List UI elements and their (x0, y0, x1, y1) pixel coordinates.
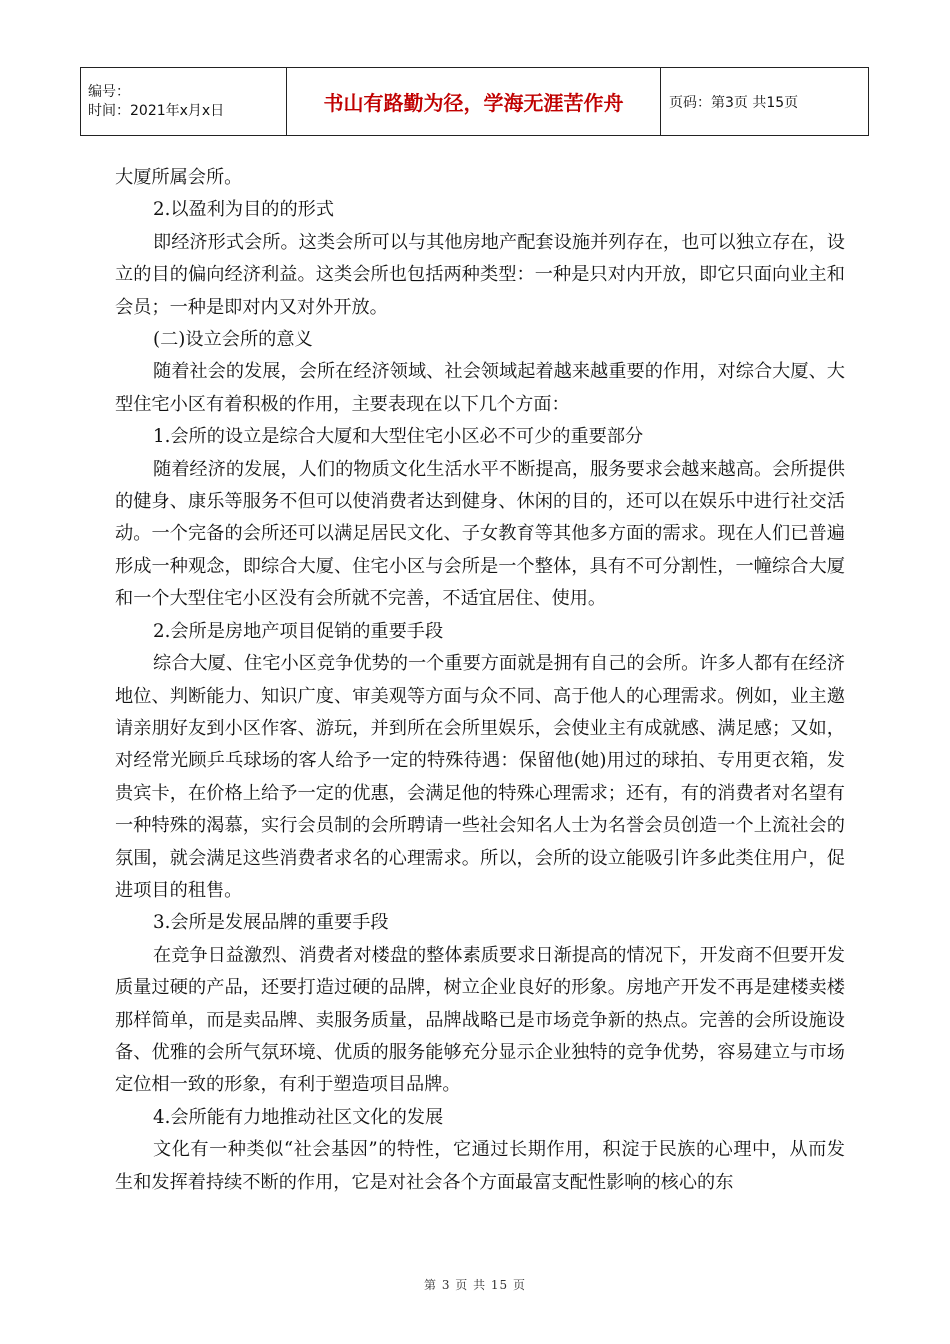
document-time-label: 时间：2021年x月x日 (88, 102, 225, 119)
section-heading: 1.会所的设立是综合大厦和大型住宅小区必不可少的重要部分 (153, 426, 644, 448)
paragraph-continuation: 大厦所属会所。 (115, 167, 243, 188)
paragraph: 即经济形式会所。这类会所可以与其他房地产配套设施并列存在，也可以独立存在，设 立的目的偏向经济利益。这类会所也包括两种类型：一种是只对内开放，即它只面向业主和会员；一种是即对内又对外开放。 (115, 231, 845, 318)
paragraph: 综合大厦、住宅小区竞争优势的一个重要方面就是拥有自己的会所。许多人都有在经济 地位、判断能力、知识广度、审美观等方面与众不同、高于他人的心理需求。例如，业主邀请亲朋好友到小区作客、游玩，并到所在会所里娱乐，会使业主有成就感、满足感；又如， 对经常光顾乒乓球场的客人给予一定的特殊待遇：保留他(她)用过的球拍、专用更衣箱，发 贵宾卡，在价格上给予一定的优惠，会满足他的特殊心理需求；还有，有的消费者对名望有 一种特殊的渴慕，实行会员制的会所聘请一些社会知名人士为名誉会员创造一个上流社会的氛围，就会满足这些消费者求名的心理需求。所以，会所的设立能吸引许多此类住用户，促 进项目的租售。 (115, 653, 845, 901)
header-page-info: 页码：第3页 共15页 (661, 68, 869, 136)
document-body (115, 162, 845, 1199)
section-heading: 2.会所是房地产项目促销的重要手段 (153, 620, 444, 642)
section-heading: (二)设立会所的意义 (153, 329, 313, 351)
paragraph: 随着社会的发展，会所在经济领域、社会领域起着越来越重要的作用，对综合大厦、大 型住宅小区有着积极的作用，主要表现在以下几个方面： (115, 361, 845, 415)
paragraph: 文化有一种类似“社会基因”的特性，它通过长期作用，积淀于民族的心理中，从而发 生和发挥着持续不断的作用，它是对社会各个方面最富支配性影响的核心的东 (115, 1139, 845, 1193)
section-heading: 4.会所能有力地推动社区文化的发展 (153, 1106, 444, 1128)
document-header (80, 67, 869, 136)
header-motto: 书山有路勤为径，学海无涯苦作舟 (287, 68, 661, 136)
paragraph: 随着经济的发展，人们的物质文化生活水平不断提高，服务要求会越来越高。会所提供 的健身、康乐等服务不但可以使消费者达到健身、休闲的目的，还可以在娱乐中进行社交活动。一个完备的会所还可以满足居民文化、子女教育等其他多方面的需求。现在人们已普遍 形成一种观念，即综合大厦、住宅小区与会所是一个整体，具有不可分割性，一幢综合大厦和一个大型住宅小区没有会所就不完善，不适宜居住、使用。 (115, 458, 845, 610)
page-footer: 第 3 页 共 15 页 (424, 1278, 526, 1292)
section-heading: 3.会所是发展品牌的重要手段 (153, 912, 389, 934)
paragraph: 在竞争日益激烈、消费者对楼盘的整体素质要求日渐提高的情况下，开发商不但要开发 质量过硬的产品，还要打造过硬的品牌，树立企业良好的形象。房地产开发不再是建楼卖楼那样简单，而是卖品牌、卖服务质量，品牌战略已是市场竞争新的热点。完善的会所设施设 备、优雅的会所气氛环境、优质的服务能够充分显示企业独特的竞争优势，容易建立与市场定位相一致的形象，有利于塑造项目品牌。 (115, 944, 845, 1096)
header-meta-cell (81, 68, 287, 136)
document-number-label: 编号： (88, 83, 130, 100)
section-heading: 2.以盈利为目的的形式 (153, 199, 335, 221)
